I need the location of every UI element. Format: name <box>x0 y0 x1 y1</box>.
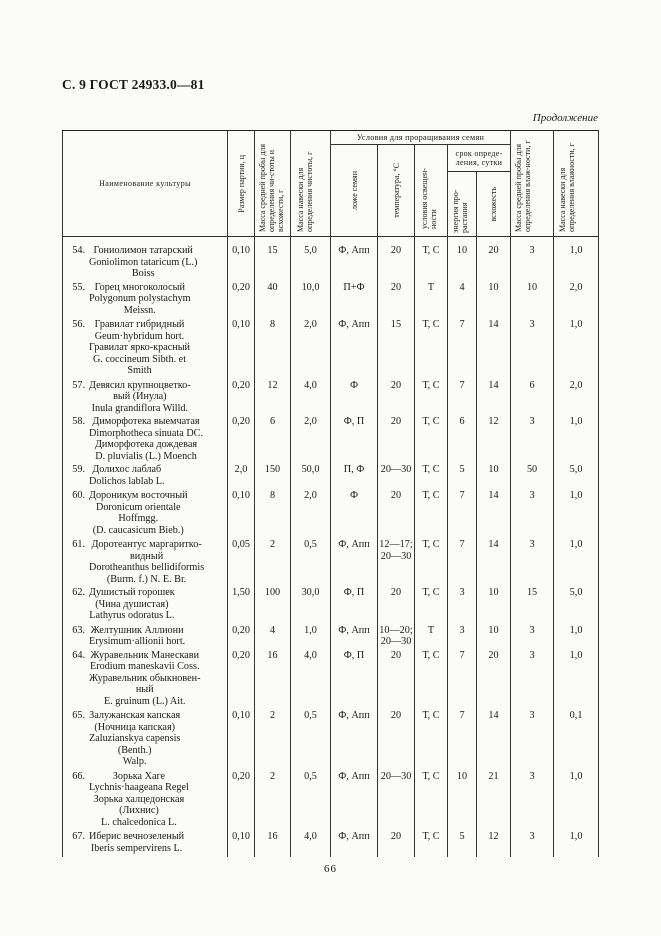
cell-bed: Ф, Апп <box>331 831 378 857</box>
cell-temperature <box>378 710 415 771</box>
col-header-moisture-sample: Масса средней пробы для определения влаж-ности, г <box>511 131 554 237</box>
cell-line: 20 <box>390 587 402 598</box>
cell-bed: Ф, Апп <box>331 539 378 587</box>
row-number: 56. <box>72 319 85 330</box>
cell-energy: 10 <box>448 237 477 282</box>
culture-name-line: Горец многоколосый <box>94 281 185 293</box>
culture-name-line: Dolichos lablab L. <box>89 475 165 487</box>
culture-name-line: Lychnis·haageana Regel <box>89 782 189 793</box>
cell-germination: 10 <box>477 587 511 625</box>
table-row <box>63 416 599 464</box>
cell-line: 20—30 <box>380 464 412 475</box>
cell-bed: Ф, П <box>331 650 378 711</box>
culture-name-line: (Benth.) <box>117 744 152 756</box>
culture-name-line: (Лихнис) <box>119 805 159 816</box>
cell-lot-size: 2,0 <box>228 464 255 490</box>
cell-sample-purity: 6 <box>255 416 291 464</box>
cell-bed: Ф, П <box>331 587 378 625</box>
cell-lot-size: 0,10 <box>228 710 255 771</box>
cell-lighting: Т, С <box>415 539 448 587</box>
cell-sample-purity: 8 <box>255 490 291 539</box>
culture-name-line: Доротеантус маргаритко- <box>91 539 202 550</box>
cell-bed: Ф <box>331 490 378 539</box>
culture-name <box>63 625 228 650</box>
cell-sample-purity: 150 <box>255 464 291 490</box>
cell-moisture-sample: 15 <box>511 587 554 625</box>
cell-moisture-sample: 3 <box>511 771 554 832</box>
col-header-lighting: условия освещен-ности <box>415 145 448 237</box>
col-header-name: Наименование культуры <box>63 131 228 237</box>
culture-name-line: Dorotheanthus bellidiformis <box>89 562 205 573</box>
culture-name-line: Dimorphotheca sinuata DC. <box>89 427 204 439</box>
cell-sample-portion: 50,0 <box>291 464 331 490</box>
cell-line: 20—30 <box>380 550 412 562</box>
cell-germination: 12 <box>477 416 511 464</box>
cell-bed: Ф, Апп <box>331 237 378 282</box>
cell-moisture-portion: 1,0 <box>554 650 599 711</box>
culture-name-line: Журавельник Манескави <box>90 649 200 661</box>
cell-moisture-sample: 3 <box>511 650 554 711</box>
culture-name-line: Журавельник обыкновен- <box>89 672 201 684</box>
cell-bed: Ф, Апп <box>331 771 378 832</box>
culture-name <box>63 237 228 282</box>
cell-temperature <box>378 380 415 417</box>
cell-temperature <box>378 490 415 539</box>
cell-sample-portion: 4,0 <box>291 380 331 417</box>
cell-germination: 20 <box>477 650 511 711</box>
row-number: 55. <box>72 281 85 293</box>
cell-lot-size: 0,10 <box>228 831 255 857</box>
cell-lot-size: 0,10 <box>228 319 255 380</box>
cell-lighting: Т, С <box>415 771 448 832</box>
table-row <box>63 831 599 857</box>
table-row <box>63 380 599 417</box>
col-header-term: срок опреде-ления, сутки <box>448 145 511 172</box>
cell-temperature <box>378 237 415 282</box>
cell-energy: 7 <box>448 380 477 417</box>
cell-sample-purity: 15 <box>255 237 291 282</box>
cell-temperature <box>378 319 415 380</box>
cell-temperature <box>378 587 415 625</box>
continuation-label: Продолжение <box>532 112 598 124</box>
cell-lot-size: 1,50 <box>228 587 255 625</box>
cell-energy: 7 <box>448 650 477 711</box>
culture-name-line: Zaluzianskya capensis <box>89 733 181 744</box>
cell-moisture-portion: 1,0 <box>554 771 599 832</box>
cell-bed: Ф, Апп <box>331 319 378 380</box>
cell-moisture-portion: 1,0 <box>554 237 599 282</box>
culture-name-line: Зорька халцедонская <box>93 793 185 805</box>
col-header-sample-purity: Масса средней пробы для определения чи-стоты и всхожести, г <box>255 131 291 237</box>
cell-temperature <box>378 539 415 587</box>
cell-sample-purity: 2 <box>255 539 291 587</box>
cell-line: 20 <box>390 245 402 256</box>
table-row <box>63 539 599 587</box>
cell-moisture-sample: 50 <box>511 464 554 490</box>
cell-moisture-portion: 2,0 <box>554 380 599 417</box>
row-number: 57. <box>72 379 85 391</box>
culture-name <box>63 650 228 711</box>
cell-moisture-sample: 3 <box>511 831 554 857</box>
cell-energy: 7 <box>448 539 477 587</box>
cell-sample-portion: 2,0 <box>291 490 331 539</box>
culture-name-line: Erodium maneskavii Coss. <box>89 661 200 672</box>
cell-line: 20 <box>390 710 402 721</box>
cell-lot-size: 0,20 <box>228 625 255 650</box>
cell-lighting: Т, С <box>415 380 448 417</box>
cell-sample-portion: 1,0 <box>291 625 331 650</box>
cell-lighting: Т, С <box>415 710 448 771</box>
cell-lot-size: 0,20 <box>228 771 255 832</box>
culture-name <box>63 831 228 857</box>
cell-bed: П, Ф <box>331 464 378 490</box>
cell-sample-portion: 10,0 <box>291 282 331 320</box>
cell-sample-purity: 16 <box>255 831 291 857</box>
cell-sample-purity: 16 <box>255 650 291 711</box>
culture-name-line: Lathyrus odoratus L. <box>89 610 175 621</box>
cell-moisture-portion: 1,0 <box>554 319 599 380</box>
cell-line: 15 <box>390 319 402 330</box>
cell-lighting: Т, С <box>415 319 448 380</box>
culture-name-line: D. pluvialis (L.) Moench <box>95 450 197 462</box>
culture-name-line: Гравилат ярко-красный <box>89 342 190 353</box>
culture-name-line: видный <box>129 550 164 562</box>
cell-temperature <box>378 650 415 711</box>
cell-germination: 14 <box>477 539 511 587</box>
culture-name <box>63 587 228 625</box>
cell-temperature <box>378 416 415 464</box>
row-number: 59. <box>72 464 85 475</box>
cell-lot-size: 0,20 <box>228 650 255 711</box>
cell-bed: Ф, Апп <box>331 625 378 650</box>
culture-name-line: Гониолимон татарский <box>93 245 193 256</box>
table-row <box>63 625 599 650</box>
row-number: 62. <box>72 587 85 598</box>
table-body <box>63 237 599 858</box>
cell-line: 20 <box>390 416 402 427</box>
cell-energy: 3 <box>448 587 477 625</box>
cell-moisture-portion: 1,0 <box>554 831 599 857</box>
col-header-energy: энергия про-растания <box>448 172 477 237</box>
cell-sample-portion: 4,0 <box>291 831 331 857</box>
table-row <box>63 771 599 832</box>
cell-lot-size: 0,05 <box>228 539 255 587</box>
cell-sample-purity: 12 <box>255 380 291 417</box>
cell-sample-purity: 2 <box>255 771 291 832</box>
culture-name-line: Иберис вечнозеленый <box>89 831 185 842</box>
cell-moisture-portion: 5,0 <box>554 587 599 625</box>
cell-bed: П+Ф <box>331 282 378 320</box>
row-number: 63. <box>72 624 85 636</box>
culture-name <box>63 539 228 587</box>
cell-sample-portion: 0,5 <box>291 710 331 771</box>
cell-energy: 7 <box>448 319 477 380</box>
culture-name-line: Диморфотека выемчатая <box>92 416 200 427</box>
culture-name-line: Залужанская капская <box>89 710 181 721</box>
culture-name-line: (Ночница капская) <box>94 721 176 733</box>
culture-name-line: Erysimum·allionii hort. <box>89 636 186 647</box>
cell-lighting: Т, С <box>415 237 448 282</box>
cell-bed: Ф <box>331 380 378 417</box>
cell-lighting: Т, С <box>415 490 448 539</box>
cell-temperature <box>378 282 415 320</box>
page-number: 66 <box>324 863 337 875</box>
cell-germination: 14 <box>477 380 511 417</box>
table-row <box>63 710 599 771</box>
cell-sample-portion: 30,0 <box>291 587 331 625</box>
cell-sample-purity: 100 <box>255 587 291 625</box>
row-number: 54. <box>72 245 85 256</box>
cell-energy: 5 <box>448 831 477 857</box>
cell-lighting: Т, С <box>415 464 448 490</box>
seed-testing-table <box>62 130 599 857</box>
col-header-germination: всхожесть <box>477 172 511 237</box>
culture-name-line: Девясил крупноцветко- <box>89 379 191 391</box>
cell-moisture-portion: 1,0 <box>554 416 599 464</box>
cell-lot-size: 0,20 <box>228 416 255 464</box>
cell-temperature <box>378 464 415 490</box>
culture-name-line: E. gruinum (L.) Ait. <box>103 695 186 707</box>
cell-line: 10—20; <box>379 624 413 636</box>
cell-moisture-portion: 0,1 <box>554 710 599 771</box>
cell-lighting: Т <box>415 282 448 320</box>
cell-germination: 14 <box>477 490 511 539</box>
cell-moisture-sample: 3 <box>511 237 554 282</box>
cell-moisture-sample: 3 <box>511 490 554 539</box>
cell-moisture-portion: 1,0 <box>554 490 599 539</box>
table-row <box>63 490 599 539</box>
culture-name-line: Зорька Хаге <box>112 770 166 782</box>
culture-name-line: Smith <box>127 365 152 376</box>
cell-energy: 3 <box>448 625 477 650</box>
cell-moisture-sample: 3 <box>511 710 554 771</box>
cell-germination: 10 <box>477 464 511 490</box>
cell-sample-purity: 2 <box>255 710 291 771</box>
cell-lot-size: 0,10 <box>228 490 255 539</box>
cell-sample-portion: 5,0 <box>291 237 331 282</box>
culture-name-line: Диморфотека дождевая <box>94 439 198 450</box>
cell-line: 20 <box>390 490 402 501</box>
culture-name-line: Polygonum polystachym <box>89 293 191 304</box>
row-number: 58. <box>72 416 85 427</box>
cell-moisture-portion: 2,0 <box>554 282 599 320</box>
col-header-conditions: Условия для проращивания семян <box>331 131 511 145</box>
cell-moisture-portion: 5,0 <box>554 464 599 490</box>
cell-bed: Ф, Апп <box>331 710 378 771</box>
culture-name <box>63 319 228 380</box>
culture-name-line: Hoffmgg. <box>118 513 159 524</box>
cell-lighting: Т, С <box>415 831 448 857</box>
cell-sample-portion: 2,0 <box>291 416 331 464</box>
culture-name-line: Doronicum orientale <box>95 501 181 513</box>
col-header-sample-portion: Масса навески для определения чистоты, г <box>291 131 331 237</box>
col-header-moisture-portion: Масса навески для определения влажности, г <box>554 131 599 237</box>
cell-lot-size: 0,20 <box>228 282 255 320</box>
culture-name <box>63 282 228 320</box>
culture-name-line: Долихос лаблаб <box>92 464 162 475</box>
row-number: 61. <box>72 539 85 550</box>
table-row <box>63 319 599 380</box>
cell-line: 20—30 <box>380 770 412 782</box>
culture-name-line: Дороникум восточный <box>89 490 188 501</box>
culture-name <box>63 416 228 464</box>
culture-name-line: Inula grandiflora Willd. <box>91 402 189 414</box>
cell-temperature <box>378 771 415 832</box>
table-row <box>63 237 599 282</box>
culture-name-line: Walp. <box>122 756 147 767</box>
cell-temperature <box>378 625 415 650</box>
cell-germination: 14 <box>477 710 511 771</box>
cell-energy: 4 <box>448 282 477 320</box>
cell-sample-purity: 4 <box>255 625 291 650</box>
cell-germination: 21 <box>477 771 511 832</box>
culture-name-line: (Чина душистая) <box>95 598 169 610</box>
cell-moisture-sample: 3 <box>511 416 554 464</box>
cell-energy: 6 <box>448 416 477 464</box>
cell-germination: 10 <box>477 625 511 650</box>
culture-name <box>63 710 228 771</box>
culture-name-line: Boiss <box>131 268 155 279</box>
cell-bed: Ф, П <box>331 416 378 464</box>
cell-line: 20—30 <box>380 636 412 647</box>
culture-name-line: Geum·hybridum hort. <box>94 330 185 342</box>
cell-temperature <box>378 831 415 857</box>
cell-energy: 5 <box>448 464 477 490</box>
culture-name <box>63 464 228 490</box>
culture-name-line: Гравилат гибридный <box>94 319 185 330</box>
cell-germination: 12 <box>477 831 511 857</box>
culture-name-line: (D. caucasicum Bieb.) <box>92 524 184 536</box>
cell-moisture-sample: 6 <box>511 380 554 417</box>
row-number: 65. <box>72 710 85 721</box>
culture-name-line: (Burm. f.) N. E. Br. <box>106 573 187 585</box>
table-row <box>63 587 599 625</box>
culture-name-line: Желтушник Аллиони <box>90 624 184 636</box>
culture-name-line: G. coccineum Sibth. et <box>92 353 187 365</box>
cell-line: 20 <box>390 281 402 293</box>
cell-moisture-sample: 10 <box>511 282 554 320</box>
cell-moisture-portion: 1,0 <box>554 625 599 650</box>
cell-sample-portion: 0,5 <box>291 539 331 587</box>
cell-sample-purity: 40 <box>255 282 291 320</box>
cell-lot-size: 0,20 <box>228 380 255 417</box>
culture-name-line: Goniolimon tataricum (L.) <box>89 256 198 268</box>
cell-lot-size: 0,10 <box>228 237 255 282</box>
cell-energy: 7 <box>448 490 477 539</box>
culture-name-line: Душистый горошек <box>89 587 175 598</box>
table-row <box>63 282 599 320</box>
cell-lighting: Т, С <box>415 650 448 711</box>
culture-name-line: вый (Инула) <box>113 391 167 402</box>
row-number: 60. <box>72 490 85 501</box>
cell-lighting: Т, С <box>415 416 448 464</box>
cell-moisture-sample: 3 <box>511 625 554 650</box>
culture-name-line: Iberis sempervirens L. <box>90 842 183 854</box>
row-number: 66. <box>72 770 85 782</box>
cell-sample-portion: 0,5 <box>291 771 331 832</box>
culture-name-line: L. chalcedonica L. <box>101 816 177 828</box>
col-header-lot-size: Размер партии, ц <box>228 131 255 237</box>
cell-moisture-sample: 3 <box>511 539 554 587</box>
cell-moisture-sample: 3 <box>511 319 554 380</box>
cell-line: 20 <box>390 379 402 391</box>
culture-name <box>63 380 228 417</box>
cell-line: 20 <box>390 649 402 661</box>
cell-germination: 10 <box>477 282 511 320</box>
cell-lighting: Т <box>415 625 448 650</box>
row-number: 67. <box>72 831 85 842</box>
cell-moisture-portion: 1,0 <box>554 539 599 587</box>
culture-name-line: ный <box>135 684 154 695</box>
culture-name <box>63 771 228 832</box>
cell-germination: 20 <box>477 237 511 282</box>
cell-sample-purity: 8 <box>255 319 291 380</box>
cell-line: 20 <box>390 831 402 842</box>
cell-sample-portion: 2,0 <box>291 319 331 380</box>
cell-line: 12—17; <box>379 539 413 550</box>
cell-sample-portion: 4,0 <box>291 650 331 711</box>
cell-energy: 10 <box>448 771 477 832</box>
cell-energy: 7 <box>448 710 477 771</box>
table-row <box>63 464 599 490</box>
culture-name-line: Meissn. <box>123 304 156 316</box>
cell-germination: 14 <box>477 319 511 380</box>
row-number: 64. <box>72 649 85 661</box>
col-header-bed: ложе семян <box>331 145 378 237</box>
page-title: С. 9 ГОСТ 24933.0—81 <box>62 77 205 92</box>
col-header-temperature: температура, °С <box>378 145 415 237</box>
table-row <box>63 650 599 711</box>
culture-name <box>63 490 228 539</box>
cell-lighting: Т, С <box>415 587 448 625</box>
